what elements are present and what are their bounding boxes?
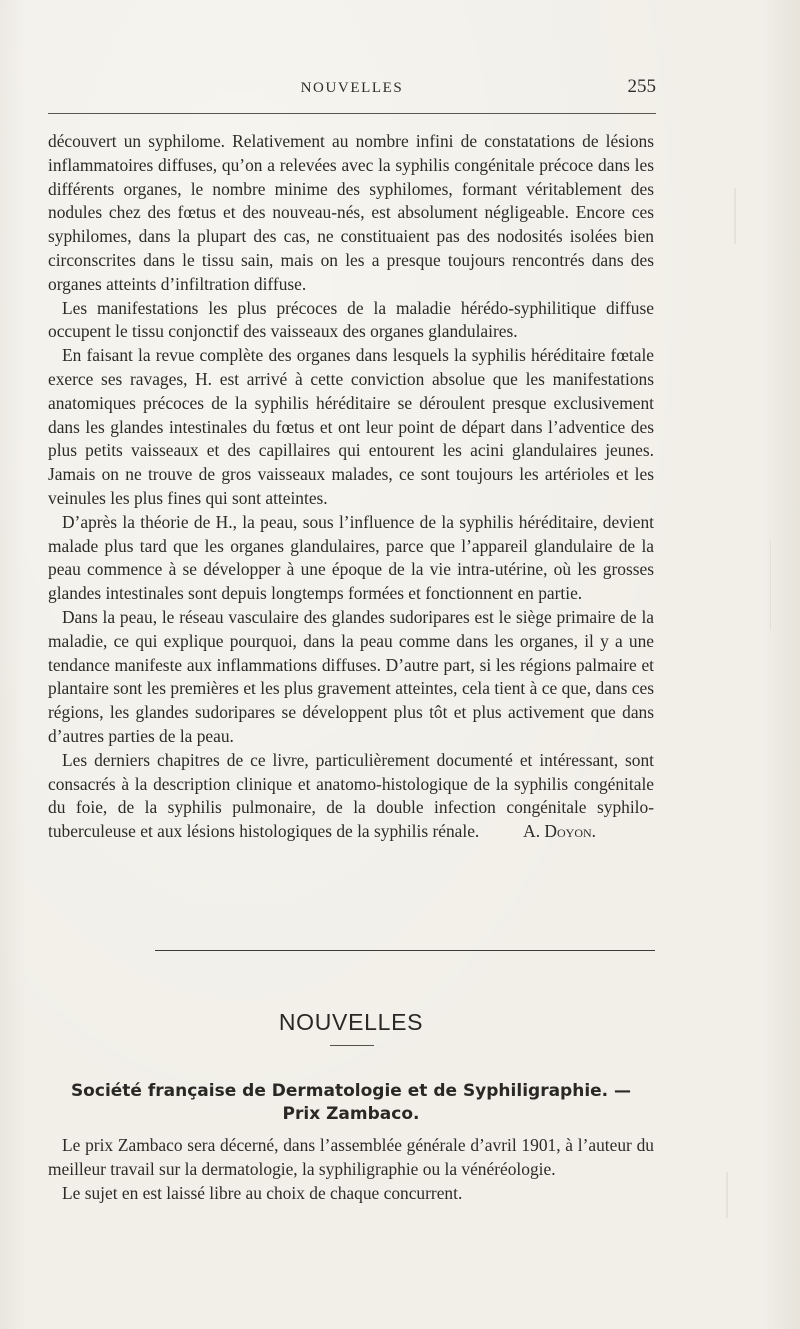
title-underline	[330, 1045, 374, 1046]
page-header	[48, 76, 656, 104]
paper-speckle	[726, 1172, 728, 1218]
running-head: NOUVELLES	[300, 80, 404, 96]
news-subheading	[48, 1080, 654, 1126]
page-number: 255	[627, 76, 656, 97]
news-paragraph-1: Le prix Zambaco sera décerné, dans l’assemblée générale d’avril 1901, à l’auteur du meilleur travail sur la dermatologie, la syphiligraphie ou la vénéréologie.	[48, 1135, 654, 1179]
review-paragraph-1: découvert un syphilome. Relativement au nombre infini de constatations de lésions inflammatoires diffuses, qu’on a relevées avec la syphilis congénitale précoce dans les différents organes, le nombre minime des syphilomes, formant véritablement des nodules chez des fœtus et des nouveau-nés, est absolument négligeable. Encore ces syphilomes, dans la plupart des cas, ne constituaient pas des nodosités isolées bien circonscrites dans le tissu sain, mais on les a presque toujours rencontrés dans des organes atteints d’infiltration diffuse.	[48, 131, 654, 294]
review-paragraph-6	[48, 749, 654, 844]
paper-speckle	[734, 188, 736, 244]
header-rule	[48, 113, 656, 114]
review-paragraph-4: D’après la théorie de H., la peau, sous l’influence de la syphilis héréditaire, devient malade plus tard que les organes glandulaires, parce que l’appareil glandulaire de la peau commence à se développer à une époque de la vie intra-utérine, où les grosses glandes intestinales sont depuis longtemps formées et fonctionnent en partie.	[48, 511, 654, 604]
book-review-text	[48, 130, 654, 844]
review-paragraph-3: En faisant la revue complète des organes dans lesquels la syphilis héréditaire fœtale exerce ses ravages, H. est arrivé à cette conviction absolue que les manifestations anatomiques précoces de la syphilis héréditaire se déroulent presque exclusivement dans les glandes intestinales du fœtus et ont leur point de départ dans l’adventice des plus petits vaisseaux et des capillaires qui entourent les acini glandulaires jeunes. Jamais on ne trouve de gros vaisseaux malades, ce sont toujours les artérioles et les veinules les plus fines qui sont atteintes.	[48, 345, 654, 508]
review-paragraph-2: Les manifestations les plus précoces de la maladie hérédo-syphilitique diffuse occupent le tissu conjonctif des vaisseaux des organes glandulaires.	[48, 297, 654, 342]
review-signature: A. Doyon.	[523, 821, 596, 842]
news-subheading-line-2: Prix Zambaco.	[282, 1104, 420, 1124]
news-subheading-line-1: Société française de Dermatologie et de Syphiligraphie. —	[70, 1081, 632, 1101]
news-section-title: NOUVELLES	[278, 1009, 424, 1035]
news-paragraph-2: Le sujet en est laissé libre au choix de chaque concurrent.	[62, 1182, 463, 1203]
review-paragraph-5: Dans la peau, le réseau vasculaire des glandes sudoripares est le siège primaire de la maladie, ce qui explique pourquoi, dans la peau comme dans les organes, il y a une tendance manifeste aux inflammations diffuses. D’autre part, si les régions palmaire et plantaire sont les premières et les plus gravement atteintes, cela tient à ce que, dans ces régions, les glandes sudoripares se développent plus tôt et plus activement que dans d’autres parties de la peau.	[48, 606, 654, 746]
news-notice-text	[48, 1134, 654, 1205]
section-divider	[155, 950, 655, 951]
review-final-text: Les derniers chapitres de ce livre, particulièrement documenté et intéressant, sont consacrés à la description clinique et anatomo-histologique de la syphilis congénitale du foie, de la syphilis pulmonaire, de la double infection congénitale syphilo-tuberculeuse et aux lésions histologiques de la syphilis rénale.	[48, 749, 654, 842]
paper-speckle	[770, 540, 771, 630]
